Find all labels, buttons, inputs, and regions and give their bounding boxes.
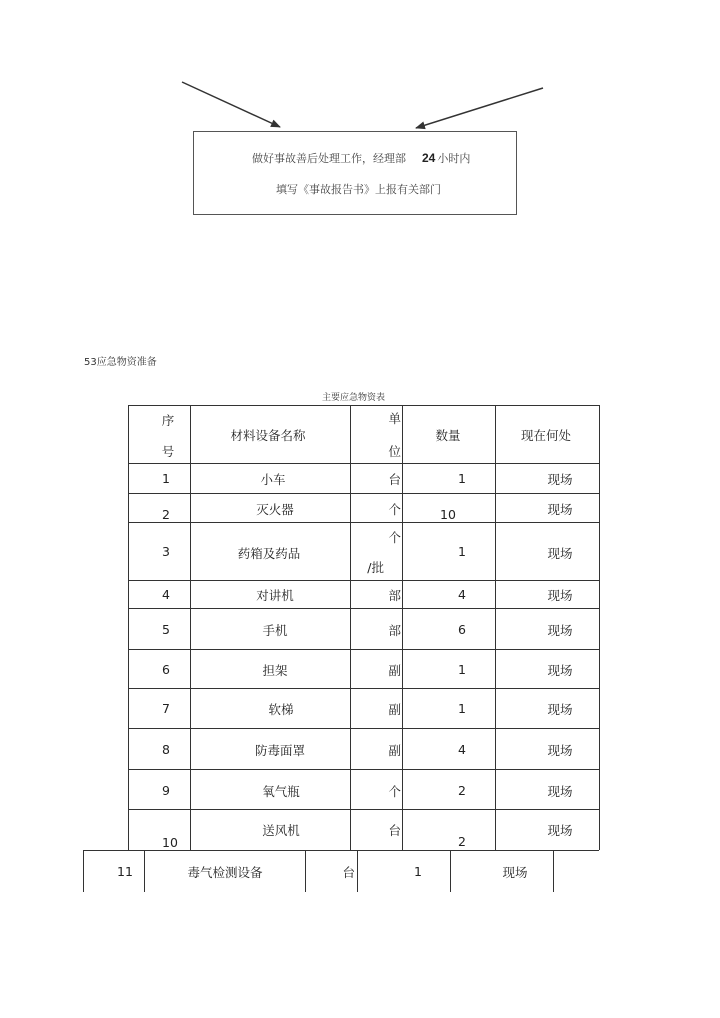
row-name: 对讲机 — [256, 588, 294, 603]
flow-line-1-hours: 24 — [422, 151, 436, 165]
row-location: 现场 — [547, 502, 573, 517]
row-location: 现场 — [547, 623, 573, 638]
header-name: 材料设备名称 — [230, 428, 306, 443]
row-name: 担架 — [262, 663, 288, 678]
row-qty: 1 — [414, 864, 422, 879]
row-location: 现场 — [547, 472, 573, 487]
row-unit: 个 — [388, 530, 401, 545]
row-name: 小车 — [260, 472, 286, 487]
row-unit: 个 — [388, 502, 401, 517]
row-name: 防毒面罩 — [254, 743, 306, 758]
row-name: 药箱及药品 — [237, 546, 301, 561]
table-caption: 主要应急物资表 — [322, 393, 386, 403]
row-location: 现场 — [547, 546, 573, 561]
row-number: 5 — [162, 622, 170, 637]
row-location: 现场 — [547, 702, 573, 717]
row-unit: 个 — [388, 784, 401, 799]
row-location: 现场 — [547, 743, 573, 758]
header-unit-bottom: 位 — [388, 444, 401, 459]
row-qty: 2 — [458, 834, 466, 849]
row-qty: 4 — [458, 587, 466, 602]
row-number: 3 — [162, 544, 170, 559]
row-number: 7 — [162, 701, 170, 716]
header-index-bottom: 号 — [161, 444, 175, 459]
row-location: 现场 — [547, 823, 573, 838]
row-unit: 台 — [342, 865, 355, 880]
row-name: 氧气瓶 — [262, 784, 300, 799]
section-heading: 53应急物资准备 — [84, 357, 157, 368]
row-number: 11 — [117, 864, 133, 879]
row-unit: 部 — [388, 588, 401, 603]
row-qty: 4 — [458, 742, 466, 757]
row-qty: 10 — [440, 507, 456, 522]
row-name: 手机 — [262, 623, 288, 638]
row-unit: 副 — [388, 743, 401, 758]
row-qty: 1 — [458, 471, 466, 486]
header-qty: 数量 — [435, 428, 461, 443]
header-location: 现在何处 — [520, 428, 572, 443]
row-unit: 副 — [388, 663, 401, 678]
flow-line-2: 填写《事故报告书》上报有关部门 — [276, 183, 441, 196]
row-qty: 6 — [458, 622, 466, 637]
row-unit-suffix: /批 — [367, 560, 384, 575]
row-name: 灭火器 — [256, 502, 294, 517]
row-number: 6 — [162, 662, 170, 677]
row-unit: 部 — [388, 623, 401, 638]
row-qty: 1 — [458, 544, 466, 559]
row-name: 软梯 — [268, 702, 294, 717]
row-location: 现场 — [547, 784, 573, 799]
row-unit: 副 — [388, 702, 401, 717]
row-number: 8 — [162, 742, 170, 757]
flow-line-1-suffix: 小时内 — [437, 152, 471, 165]
row-qty: 1 — [458, 662, 466, 677]
row-number: 2 — [162, 507, 170, 522]
row-qty: 2 — [458, 783, 466, 798]
row-location: 现场 — [502, 865, 528, 880]
header-index-top: 序 — [161, 413, 175, 428]
flow-line-1-text: 做好事故善后处理工作，经理部 — [252, 152, 406, 165]
row-number: 4 — [162, 587, 170, 602]
row-name: 送风机 — [262, 823, 300, 838]
header-unit-top: 单 — [388, 411, 401, 426]
row-qty: 1 — [458, 701, 466, 716]
row-number: 9 — [162, 783, 170, 798]
row-location: 现场 — [547, 588, 573, 603]
row-name: 毒气检测设备 — [187, 865, 263, 880]
row-unit: 台 — [388, 823, 401, 838]
row-unit: 台 — [388, 472, 401, 487]
row-location: 现场 — [547, 663, 573, 678]
row-number: 10 — [162, 835, 178, 850]
row-number: 1 — [162, 471, 170, 486]
